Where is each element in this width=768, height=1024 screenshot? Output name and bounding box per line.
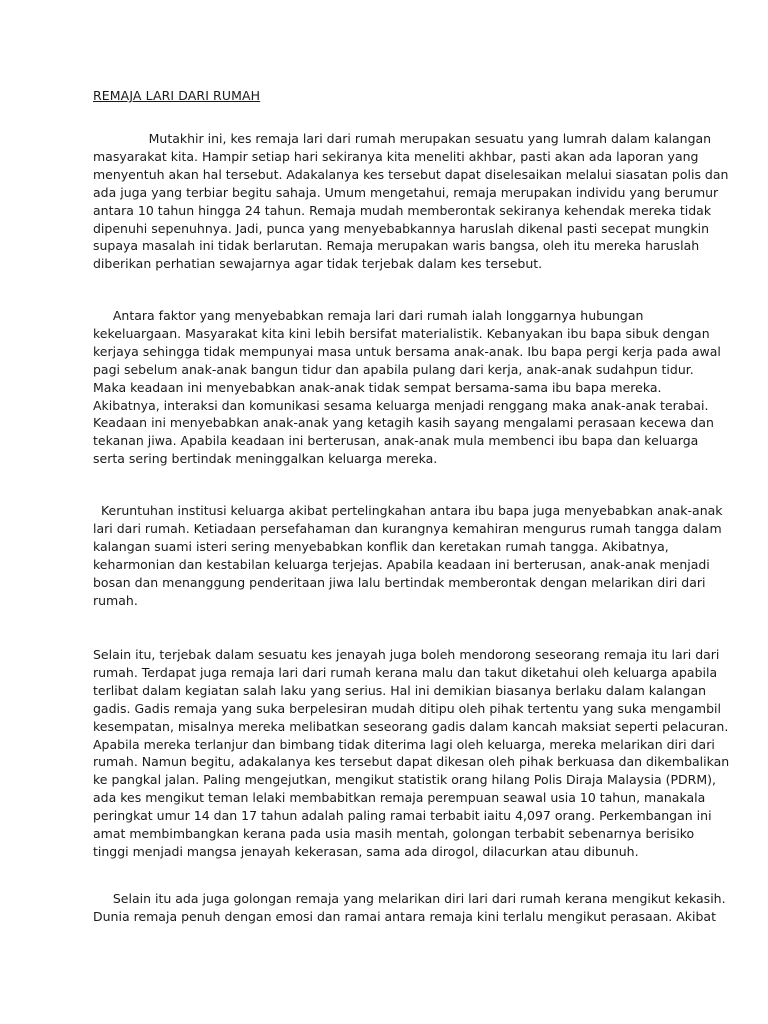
- paragraph-line: antara 10 tahun hingga 24 tahun. Remaja mudah memberontak sekiranya kehendak mereka tidak: [93, 202, 712, 218]
- paragraph-line: rumah. Namun begitu, adakalanya kes tersebut dapat dikesan oleh pihak berkuasa dan dikembalikan: [93, 754, 730, 770]
- paragraph-line: gadis. Gadis remaja yang suka berpelesiran mudah ditipu oleh pihak tertentu yang suka mengambil: [93, 700, 721, 716]
- paragraph-line: keharmonian dan kestabilan keluarga terjejas. Apabila keadaan ini berterusan, anak-anak menjadi: [93, 556, 710, 572]
- paragraph-line: serta sering bertindak meninggalkan keluarga mereka.: [93, 451, 438, 467]
- paragraph-line: kekeluargaan. Masyarakat kita kini lebih bersifat materialistik. Kebanyakan ibu bapa sibuk dengan: [93, 325, 710, 341]
- paragraph-line: bosan dan menanggung penderitaan jiwa lalu bertindak memberontak dengan melarikan diri dari: [93, 574, 706, 590]
- paragraph-line: ke pangkal jalan. Paling mengejutkan, mengikut statistik orang hilang Polis Diraja Malaysia (PDRM),: [93, 772, 716, 788]
- paragraph-line: tekanan jiwa. Apabila keadaan ini berterusan, anak-anak mula membenci ibu bapa dan keluarga: [93, 433, 699, 449]
- paragraph-line: Akibatnya, interaksi dan komunikasi sesama keluarga menjadi renggang maka anak-anak terabai.: [93, 397, 709, 413]
- paragraph-line: kalangan suami isteri sering menyebabkan konflik dan keretakan rumah tangga. Akibatnya,: [93, 538, 669, 554]
- paragraph-line: Maka keadaan ini menyebabkan anak-anak tidak sempat bersama-sama ibu bapa mereka.: [93, 379, 662, 395]
- paragraph-line: dipenuhi sepenuhnya. Jadi, punca yang menyebabkannya haruslah dikenal pasti secepat mungkin: [93, 220, 709, 236]
- paragraph-line: terlibat dalam kegiatan salah laku yang serius. Hal ini demikian biasanya berlaku dalam kalangan: [93, 682, 707, 698]
- paragraph-3: [93, 502, 723, 609]
- paragraph-line: Dunia remaja penuh dengan emosi dan ramai antara remaja kini terlalu mengikut perasaan. Akibat: [93, 908, 716, 924]
- paragraph-line: rumah.: [93, 592, 138, 608]
- paragraph-line: menyentuh akan hal tersebut. Adakalanya kes tersebut dapat diselesaikan melalui siasatan polis dan: [93, 166, 729, 182]
- paragraph-line: kesempatan, misalnya mereka melibatkan seseorang gadis dalam kancah maksiat seperti pelacuran.: [93, 718, 729, 734]
- paragraph-line: ada juga yang terbiar begitu sahaja. Umum mengetahui, remaja merupakan individu yang berumur: [93, 184, 719, 200]
- paragraph-line: Selain itu ada juga golongan remaja yang melarikan diri lari dari rumah kerana mengikut kekasih.: [93, 891, 726, 906]
- paragraph-1: [93, 130, 729, 273]
- paragraph-line: Mutakhir ini, kes remaja lari dari rumah merupakan sesuatu yang lumrah dalam kalangan: [93, 131, 712, 146]
- paragraph-line: tinggi menjadi mangsa jenayah kekerasan, sama ada dirogol, dilacurkan atau dibunuh.: [93, 843, 639, 859]
- paragraph-line: Keruntuhan institusi keluarga akibat pertelingkahan antara ibu bapa juga menyebabkan anak-anak: [93, 503, 723, 518]
- paragraph-line: pagi sebelum anak-anak bangun tidur dan apabila pulang dari kerja, anak-anak sudahpun tidur.: [93, 361, 694, 377]
- paragraph-2: [93, 307, 721, 468]
- paragraph-line: Selain itu, terjebak dalam sesuatu kes jenayah juga boleh mendorong seseorang remaja itu lari dari: [93, 647, 720, 662]
- paragraph-line: kerjaya sehingga tidak mempunyai masa untuk bersama anak-anak. Ibu bapa pergi kerja pada awal: [93, 343, 721, 359]
- paragraph-line: Apabila mereka terlanjur dan bimbang tidak diterima lagi oleh keluarga, mereka melarikan diri dari: [93, 736, 715, 752]
- paragraph-line: rumah. Terdapat juga remaja lari dari rumah kerana malu dan takut diketahui oleh keluarga apabila: [93, 664, 718, 680]
- paragraph-line: Keadaan ini menyebabkan anak-anak yang ketagih kasih sayang mengalami perasaan kecewa dan: [93, 415, 714, 431]
- paragraph-4: [93, 646, 730, 861]
- paragraph-5: [93, 890, 726, 926]
- paragraph-line: masyarakat kita. Hampir setiap hari sekiranya kita meneliti akhbar, pasti akan ada laporan yang: [93, 148, 699, 164]
- document-title: REMAJA LARI DARI RUMAH: [93, 88, 261, 103]
- paragraph-line: Antara faktor yang menyebabkan remaja lari dari rumah ialah longgarnya hubungan: [93, 308, 644, 323]
- paragraph-line: amat membimbangkan kerana pada usia masih mentah, golongan terbabit sebenarnya berisiko: [93, 826, 695, 842]
- paragraph-line: lari dari rumah. Ketiadaan persefahaman dan kurangnya kemahiran mengurus rumah tangga dalam: [93, 520, 722, 536]
- paragraph-line: peringkat umur 14 dan 17 tahun adalah paling ramai terbabit iaitu 4,097 orang. Perkembangan ini: [93, 808, 712, 824]
- paragraph-line: diberikan perhatian sewajarnya agar tidak terjebak dalam kes tersebut.: [93, 256, 543, 272]
- paragraph-line: ada kes mengikut teman lelaki membabitkan remaja perempuan seawal usia 10 tahun, manakala: [93, 790, 706, 806]
- paragraph-line: supaya masalah ini tidak berlarutan. Remaja merupakan waris bangsa, oleh itu mereka haruslah: [93, 238, 700, 254]
